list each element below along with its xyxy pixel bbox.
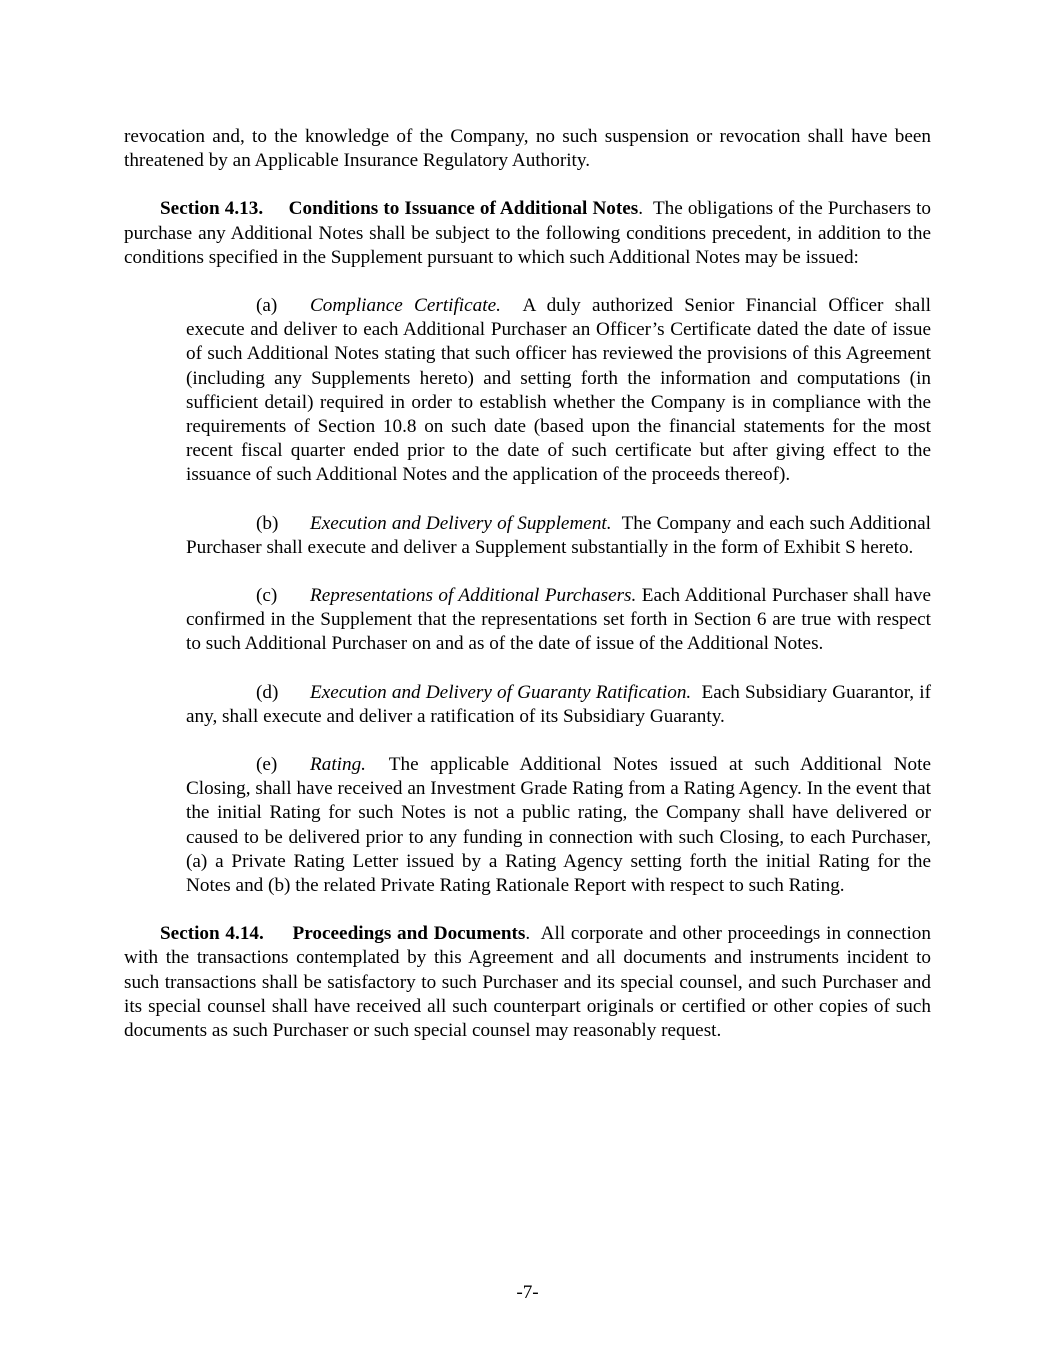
condition-d-heading: Execution and Delivery of Guaranty Ratification. [310,681,692,703]
condition-e [186,753,931,898]
section-4-14-number: Section 4.14. [160,923,264,945]
condition-a-text: A duly authorized Senior Financial Officer shall execute and deliver to each Additional Purchaser an Officer’s Certificate dated the date of issue of such Additional Notes stating that such officer has reviewed the provisions of this Agreement (including any Supplements hereto) and setting forth the information and computations (in sufficient detail) required in order to establish whether the Company is in compliance with the requirements of Section 10.8 on such date (based upon the financial statements for the most recent fiscal quarter ended prior to the date of such certificate but after giving effect to the issuance of such Additional Notes and the application of the proceeds thereof). [186,295,931,486]
section-4-14-intro: All corporate and other proceedings in connection with the transactions contemplated by this Agreement and all documents and instruments incident to such transactions shall be satisfactory to such Purchaser and its special counsel, and such Purchaser and its special counsel shall have received all such counterpart originals or certified or other copies of such documents as such Purchaser or such special counsel may reasonably request. [124,923,931,1042]
section-4-13-title: Conditions to Issuance of Additional Notes [288,198,639,220]
condition-b-heading: Execution and Delivery of Supplement. [310,512,612,534]
condition-a [186,294,931,488]
condition-d-text: Each Subsidiary Guarantor, if any, shall execute and deliver a ratification of its Subsidiary Guaranty. [186,681,931,727]
section-4-14-title: Proceedings and Documents [292,923,526,945]
condition-a-heading: Compliance Certificate. [310,295,501,317]
continuation-paragraph: revocation and, to the knowledge of the Company, no such suspension or revocation shall have been threatened by an Applicable Insurance Regulatory Authority. [124,126,931,172]
condition-c-text: Each Additional Purchaser shall have confirmed in the Supplement that the representations set forth in Section 6 are true with respect to such Additional Purchaser on and as of the date of issue of the Additional Notes. [186,585,932,655]
condition-c-label: (c) [256,585,278,607]
condition-e-label: (e) [256,754,278,776]
section-4-13-paragraph [124,197,931,270]
page-number: -7- [516,1282,539,1303]
section-4-13-number: Section 4.13. [160,198,264,220]
condition-d [186,681,931,729]
condition-b-text: The Company and each such Additional Purchaser shall execute and deliver a Supplement substantially in the form of Exhibit S hereto. [186,512,931,558]
document-page [124,125,931,1067]
section-4-13-title-end: . [638,198,644,220]
condition-a-label: (a) [256,295,278,317]
section-4-13-intro: The obligations of the Purchasers to purchase any Additional Notes shall be subject to the following conditions precedent, in addition to the conditions specified in the Supplement pursuant to which such Additional Notes may be issued: [124,198,932,268]
condition-d-label: (d) [256,681,279,703]
condition-c-heading: Representations of Additional Purchasers. [310,585,637,607]
condition-b-label: (b) [256,512,279,534]
section-4-14-title-end: . [525,923,531,945]
condition-e-heading: Rating. [310,754,366,776]
condition-c [186,584,931,657]
condition-e-text: The applicable Additional Notes issued at such Additional Note Closing, shall have received an Investment Grade Rating from a Rating Agency. In the event that the initial Rating for such Notes is not a public rating, the Company shall have delivered or caused to be delivered prior to any funding in connection with such Closing, to each Purchaser, (a) a Private Rating Letter issued by a Rating Agency setting forth the initial Rating for the Notes and (b) the related Private Rating Rationale Report with respect to such Rating. [186,754,931,897]
condition-b [186,512,931,560]
section-4-14-paragraph [124,922,931,1043]
